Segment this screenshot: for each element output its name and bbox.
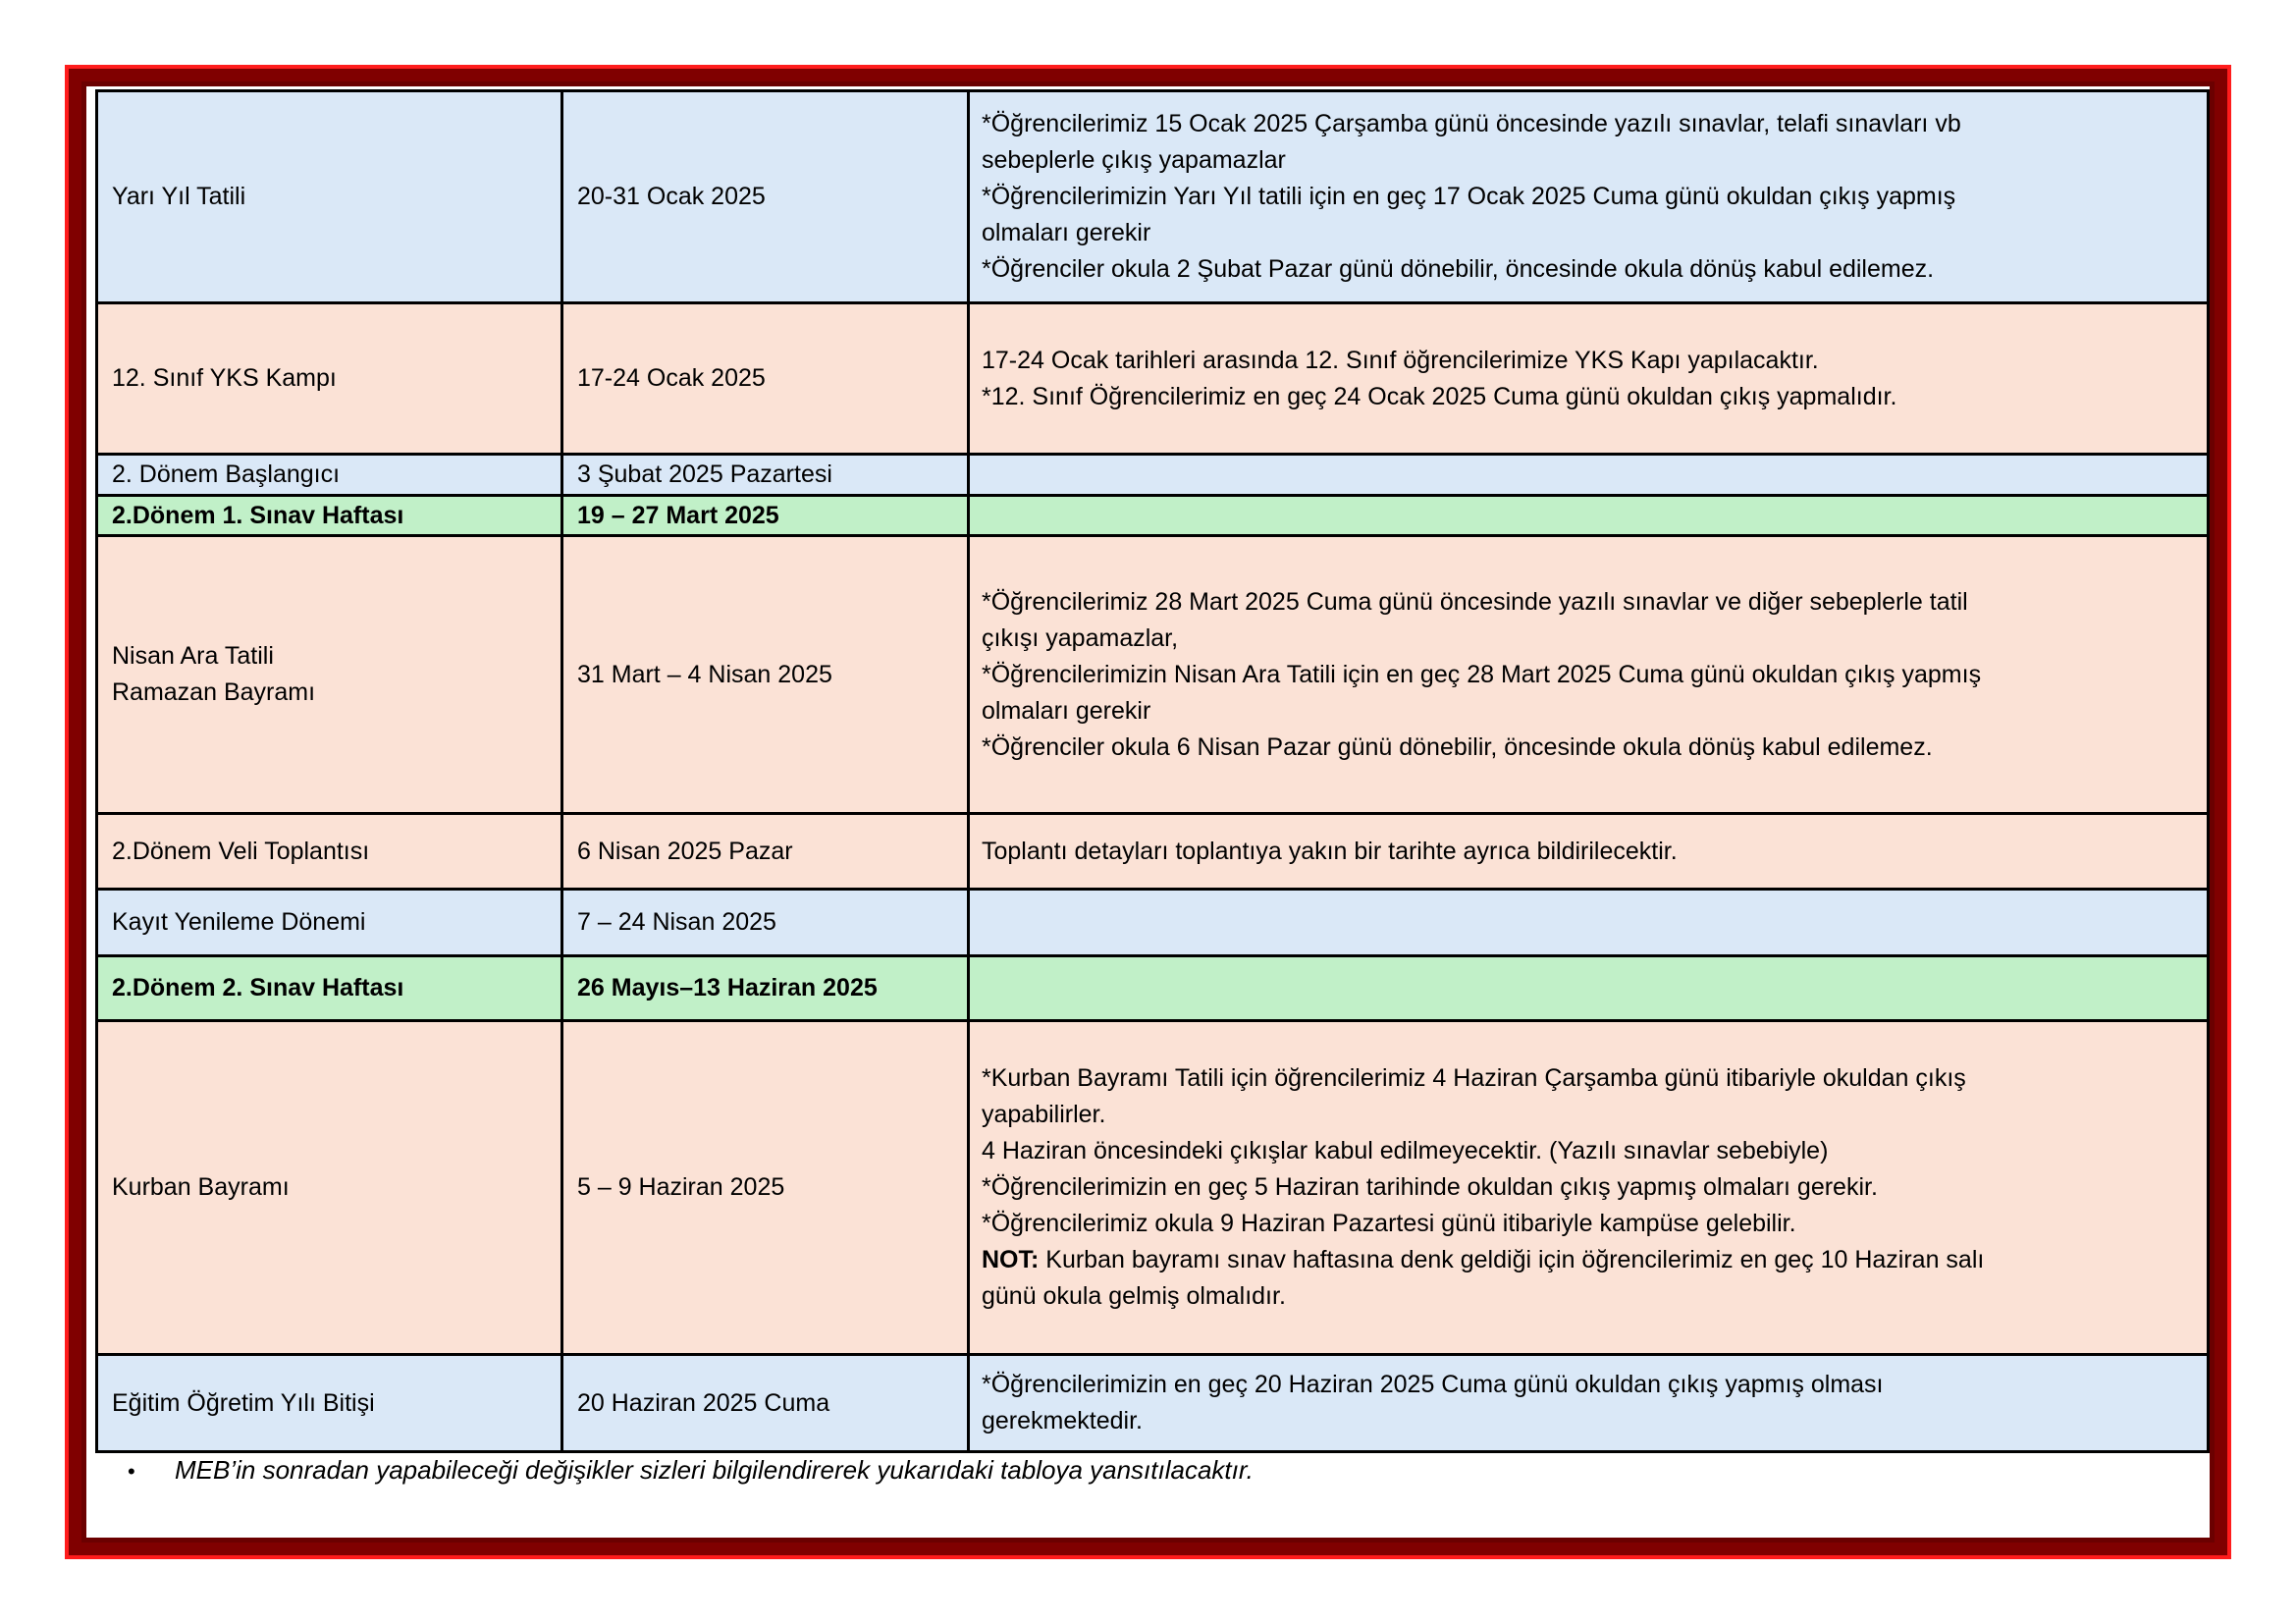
table-row-yari-yil-tatili [97, 91, 2209, 303]
note-line: *12. Sınıf Öğrencilerimiz en geç 24 Ocak 2025 Cuma günü okuldan çıkış yapmalıdır. [982, 382, 1897, 410]
event-name: 2. Dönem Başlangıcı [112, 460, 341, 488]
event-name: Kurban Bayramı [112, 1173, 290, 1201]
event-cell [97, 1021, 562, 1355]
table-row-kayit-yenileme [97, 890, 2209, 956]
event-cell [97, 1355, 562, 1452]
note-line: *Öğrenciler okula 6 Nisan Pazar günü dönebilir, öncesinde okula dönüş kabul edilemez. [982, 732, 1933, 761]
table-row-egitim-yili-bitisi [97, 1355, 2209, 1452]
note-line: gerekmektedir. [982, 1407, 1143, 1435]
bullet-icon: • [128, 1459, 135, 1484]
notes-cell [969, 956, 2209, 1021]
event-name: Eğitim Öğretim Yılı Bitişi [112, 1388, 375, 1417]
note-line: sebeplerle çıkış yapamazlar [982, 146, 1286, 174]
footnote-text: MEB’in sonradan yapabileceği değişikler sizleri bilgilendirerek yukarıdaki tabloya yansıtılacaktır. [175, 1455, 1254, 1485]
event-cell [97, 303, 562, 455]
event-name: 2.Dönem 1. Sınav Haftası [112, 501, 404, 529]
note-text: Kurban bayramı sınav haftasına denk geldiği için öğrencilerimiz en geç 10 Haziran salı [1039, 1246, 1985, 1273]
notes-cell [969, 91, 2209, 303]
note-line: *Öğrencilerimizin en geç 20 Haziran 2025 Cuma günü okuldan çıkış yapmış olması [982, 1371, 1884, 1398]
date-cell: 17-24 Ocak 2025 [562, 303, 969, 455]
date-cell: 3 Şubat 2025 Pazartesi [562, 455, 969, 496]
note-line [982, 1242, 2207, 1278]
date-cell: 7 – 24 Nisan 2025 [562, 890, 969, 956]
table-row-sinav-haftasi-1 [97, 496, 2209, 536]
event-name: Yarı Yıl Tatili [112, 183, 246, 210]
event-name: Kayıt Yenileme Dönemi [112, 908, 366, 936]
date-cell: 6 Nisan 2025 Pazar [562, 814, 969, 890]
table-row-yks-kampi [97, 303, 2209, 455]
event-cell [97, 536, 562, 814]
date-cell: 20 Haziran 2025 Cuma [562, 1355, 969, 1452]
event-name: Nisan Ara Tatili [112, 642, 274, 670]
note-line: 17-24 Ocak tarihleri arasında 12. Sınıf öğrencilerimize YKS Kapı yapılacaktır. [982, 346, 1819, 374]
event-name: 2.Dönem Veli Toplantısı [112, 837, 370, 865]
notes-cell [969, 496, 2209, 536]
notes-cell [969, 536, 2209, 814]
note-line: çıkışı yapamazlar, [982, 623, 1179, 652]
note-line: *Kurban Bayramı Tatili için öğrencilerimiz 4 Haziran Çarşamba günü itibariyle okuldan çıkış [982, 1064, 1966, 1092]
note-line: 4 Haziran öncesindeki çıkışlar kabul edilmeyecektir. (Yazılı sınavlar sebebiyle) [982, 1137, 1829, 1164]
note-line: *Öğrencilerimiz 15 Ocak 2025 Çarşamba günü öncesinde yazılı sınavlar, telafi sınavları vb [982, 110, 1961, 137]
date-cell: 20-31 Ocak 2025 [562, 91, 969, 303]
table-row-nisan-ara-tatili [97, 536, 2209, 814]
notes-cell [969, 1355, 2209, 1452]
notes-cell [969, 890, 2209, 956]
event-name: 2.Dönem 2. Sınav Haftası [112, 974, 404, 1001]
event-cell [97, 956, 562, 1021]
event-cell [97, 91, 562, 303]
event-cell [97, 455, 562, 496]
note-line: *Öğrencilerimizin Yarı Yıl tatili için en geç 17 Ocak 2025 Cuma günü okuldan çıkış yapmış [982, 183, 1956, 210]
note-line: *Öğrencilerimiz 28 Mart 2025 Cuma günü öncesinde yazılı sınavlar ve diğer sebeplerle tatil [982, 587, 1968, 616]
table-row-veli-toplantisi [97, 814, 2209, 890]
academic-calendar-table [95, 89, 2210, 1453]
note-label: NOT: [982, 1246, 1040, 1273]
date-cell: 26 Mayıs–13 Haziran 2025 [562, 956, 969, 1021]
footnote [128, 1455, 1254, 1486]
note-line: *Öğrencilerimiz okula 9 Haziran Pazartesi günü itibariyle kampüse gelebilir. [982, 1210, 1796, 1237]
event-cell [97, 890, 562, 956]
table-row-donem-baslangici [97, 455, 2209, 496]
note-line: olmaları gerekir [982, 696, 1151, 725]
event-name: 12. Sınıf YKS Kampı [112, 364, 337, 392]
note-line: *Öğrencilerimizin Nisan Ara Tatili için en geç 28 Mart 2025 Cuma günü okuldan çıkış yapmış [982, 660, 1982, 688]
note-line: *Öğrencilerimizin en geç 5 Haziran tarihinde okuldan çıkış yapmış olmaları gerekir. [982, 1173, 1878, 1201]
note-line: yapabilirler. [982, 1101, 1106, 1128]
notes-cell [969, 1021, 2209, 1355]
note-line: olmaları gerekir [982, 219, 1151, 246]
table-row-sinav-haftasi-2 [97, 956, 2209, 1021]
date-cell: 19 – 27 Mart 2025 [562, 496, 969, 536]
note-line: günü okula gelmiş olmalıdır. [982, 1282, 1286, 1310]
date-cell: 31 Mart – 4 Nisan 2025 [562, 536, 969, 814]
event-cell [97, 814, 562, 890]
note-line: Toplantı detayları toplantıya yakın bir tarihte ayrıca bildirilecektir. [982, 837, 1678, 865]
notes-cell [969, 303, 2209, 455]
event-name: Ramazan Bayramı [112, 678, 316, 706]
event-cell [97, 496, 562, 536]
notes-cell [969, 455, 2209, 496]
table-row-kurban-bayrami [97, 1021, 2209, 1355]
note-line: *Öğrenciler okula 2 Şubat Pazar günü dönebilir, öncesinde okula dönüş kabul edilemez. [982, 255, 1935, 283]
notes-cell [969, 814, 2209, 890]
date-cell: 5 – 9 Haziran 2025 [562, 1021, 969, 1355]
